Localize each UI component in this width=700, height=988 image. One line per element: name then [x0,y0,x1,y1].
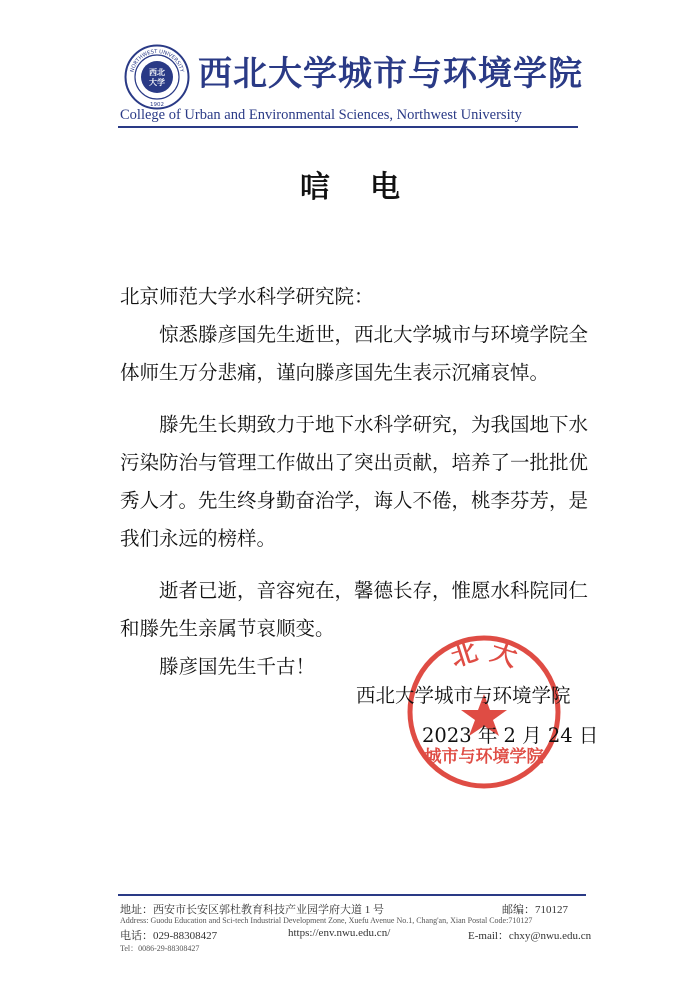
signature-organization: 西北大学城市与环境学院 [356,684,571,707]
paragraph-farewell: 滕彦国先生千古！ [159,655,316,678]
university-emblem-icon [124,44,190,110]
footer-address-en: Address: Guodu Education and Sci-tech Industrial Development Zone, Xuefu Avenue No.1, Chang'an, Xian Postal Code:710127 [120,916,533,925]
footer-tel-en: Tel：0086-29-88308427 [120,944,200,953]
letter-body [120,278,590,686]
seal-top-text: 北 大 [447,636,521,674]
footer-address-cn: 地址：西安市长安区郭杜教育科技产业园学府大道 1 号 [120,904,384,916]
footer-phone: 电话：029-88308427 [120,930,218,942]
college-name-cn: 西北大学城市与环境学院 [198,54,583,94]
paragraph-sympathy: 逝者已逝，音容宛在，馨德长存，惟愿水科院同仁和滕先生亲属节哀顺变。 [120,579,589,640]
emblem-ring-text: NORTHWEST UNIVERSITY [129,48,185,73]
footer-website-link[interactable]: https://env.nwu.edu.cn/ [288,927,391,939]
college-name-en: College of Urban and Environmental Sciences, Northwest University [120,107,522,123]
footer-postcode: 邮编：710127 [502,904,568,916]
document-title: 唁电 [300,170,440,205]
svg-text:西北: 西北 [149,68,165,77]
emblem-year: 1902 [150,102,164,108]
footer-divider [118,894,586,896]
salutation: 北京师范大学水科学研究院： [120,285,374,308]
header-divider [118,126,578,128]
svg-text:北 大 [447,637,520,674]
official-seal-icon [404,632,564,792]
paragraph-achievements: 滕先生长期致力于地下水科学研究，为我国地下水污染防治与管理工作做出了突出贡献，培养了一批批优秀人才。先生终身勤奋治学，诲人不倦，桃李芬芳，是我们永远的榜样。 [120,413,589,550]
seal-bottom-text: 城市与环境学院 [424,747,544,767]
paragraph-condolence: 惊悉滕彦国先生逝世，西北大学城市与环境学院全体师生万分悲痛，谨向滕彦国先生表示沉痛哀悼。 [120,323,589,384]
svg-text:大学: 大学 [149,78,165,87]
signature-date: 2023 年 2 月 24 日 [422,724,599,747]
footer-email-link[interactable]: E-mail：chxy@nwu.edu.cn [468,930,592,942]
